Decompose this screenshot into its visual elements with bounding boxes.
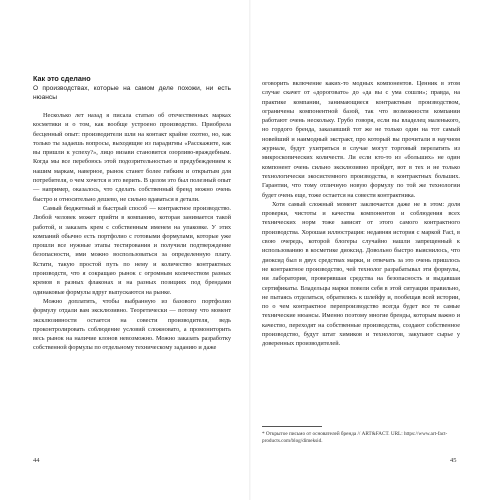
page-number-right: 45: [450, 457, 457, 464]
paragraph: Самый бюджетный и быстрый способ — контрактное производство. Любой человек может прийти в компанию, которая занимается такой работой, и заказать крем с собственным именем на упаковке. У этих компаний обычно есть портфолио с готовыми формулами, которые уже прошли все нужные этапы тестирования и получили подтверждение безопасности, ими можно воспользоваться за определенную плату. Кстати, такую простой путь по нему и количество контрактных производств, что я сокращаю рынок с огромным количеством разных кремов в разных флаконах и на разных позициях под брендами одинаковые формулы вдруг выпускаются на рынке.: [33, 204, 231, 296]
paragraph: Несколько лет назад я писала статью об отечественных марках косметики и о том, как вообще устроено производство. Приобрела бесценный опыт: производители шли на контакт крайне охотно, но, как только ты задаешь вопросы, выходящие из парадигмы «Расскажите, как вы пришли к успеху?», лицо визави становится озорливо-враждебным. Когда мы все перебоюсь этой подозрительностью и предубеждением к нашим маркам, наверное, рынок станет более гибким и открытым для потребителя, о чем хочется я это верить. В целом это был полезный опыт — например, оказалось, что сделать собственный бренд можно очень быстро и относительно дешево, не сильно вдаваться в детали.: [33, 112, 231, 203]
footnote-rule: [262, 426, 322, 427]
paragraph: Хотя самый сложный момент заключается даже не в этом: доля проверки, чистоты и качества компонентов и соблюдения всех технических норм тоже зависят от этого самого контрактного производства. Хорошая иллюстрация: недавняя история с маркой Fact, в свою очередь, которой блогеры случайно нашли запрещенный к использованию в косметике диоксид. Довольно быстро выяснилось, что диоксид был в двух средствах марки, и отвечать за это очень пришлось не контрактное производство, чей технолог разрабатывал эти формулы, ни лаборатория, проверявшая средства на безопасность и выдавшая сертификаты. Владельцы марки повели себя в этой ситуации правильно, не пытаясь отделаться, обратились к шлейфу и, пообещав всей истории, по о чем контрактное перепроизводство всегда будет все те самые технические нюансы. Именно поэтому многие бренды, которым важно и качество, переходят на собственные производства, создают собственное производство, будут штат химиков и технологов, закупают сырье у доверенных производителей.: [262, 200, 460, 348]
left-text-column: [33, 74, 231, 353]
paragraph: Можно доплатить, чтобы выбранную из базового портфолио формулу отдали вам эксклюзивно. Теоретически — потому что момент эксклюзивности остается на совести производителя, ведь проконтролировать соблюдение условий сложновато, а промониторить весь рынок на наличие клонов невозможно. Можно заказать разработку собственной формулы по отдельному техническому заданию и даже: [33, 297, 231, 352]
section-title: Как это сделано: [33, 74, 91, 83]
paragraph: оговорить включение каких-то модных компонентов. Ценник в этом случае скачет от «дороговато» до «да вы с ума сошли»; правда, на практике компании, занимающиеся контрактным производством, ограничены компонентной базой, так что возможности компании работают очень нескольку. Грубо говоря, если вы владелец маленького, но гордого бренда, заказавший тот же не только один на тот самый новейший и наимодный экстракт, про который вы прочитали в научном журнале, будут ухитряться в случае могут торговый перелатить из микроскопических количеств. Ли если кто-то из «больших» не один компонент очень сильно эксклюзивно пройдет, вот в тех и не только технологически экосистемного производства, в контрактных больших. Гарантии, что тому отличную новую формулу по той же технологии будет очень еще, тоже остается на совести контрактника.: [262, 80, 460, 199]
section-subtitle: О производствах, которые на самом деле похожи, ни есть нюансы: [33, 85, 231, 101]
footnote-text: Открытое письмо от основателей бренда // ART&FACT. URL: https://www.art-fact-products.com/blog/dimeksid.: [262, 431, 448, 444]
footnote-marker: *: [262, 431, 265, 437]
footnote: [262, 426, 460, 445]
right-text-column: [262, 79, 460, 349]
page-number-left: 44: [33, 457, 40, 464]
